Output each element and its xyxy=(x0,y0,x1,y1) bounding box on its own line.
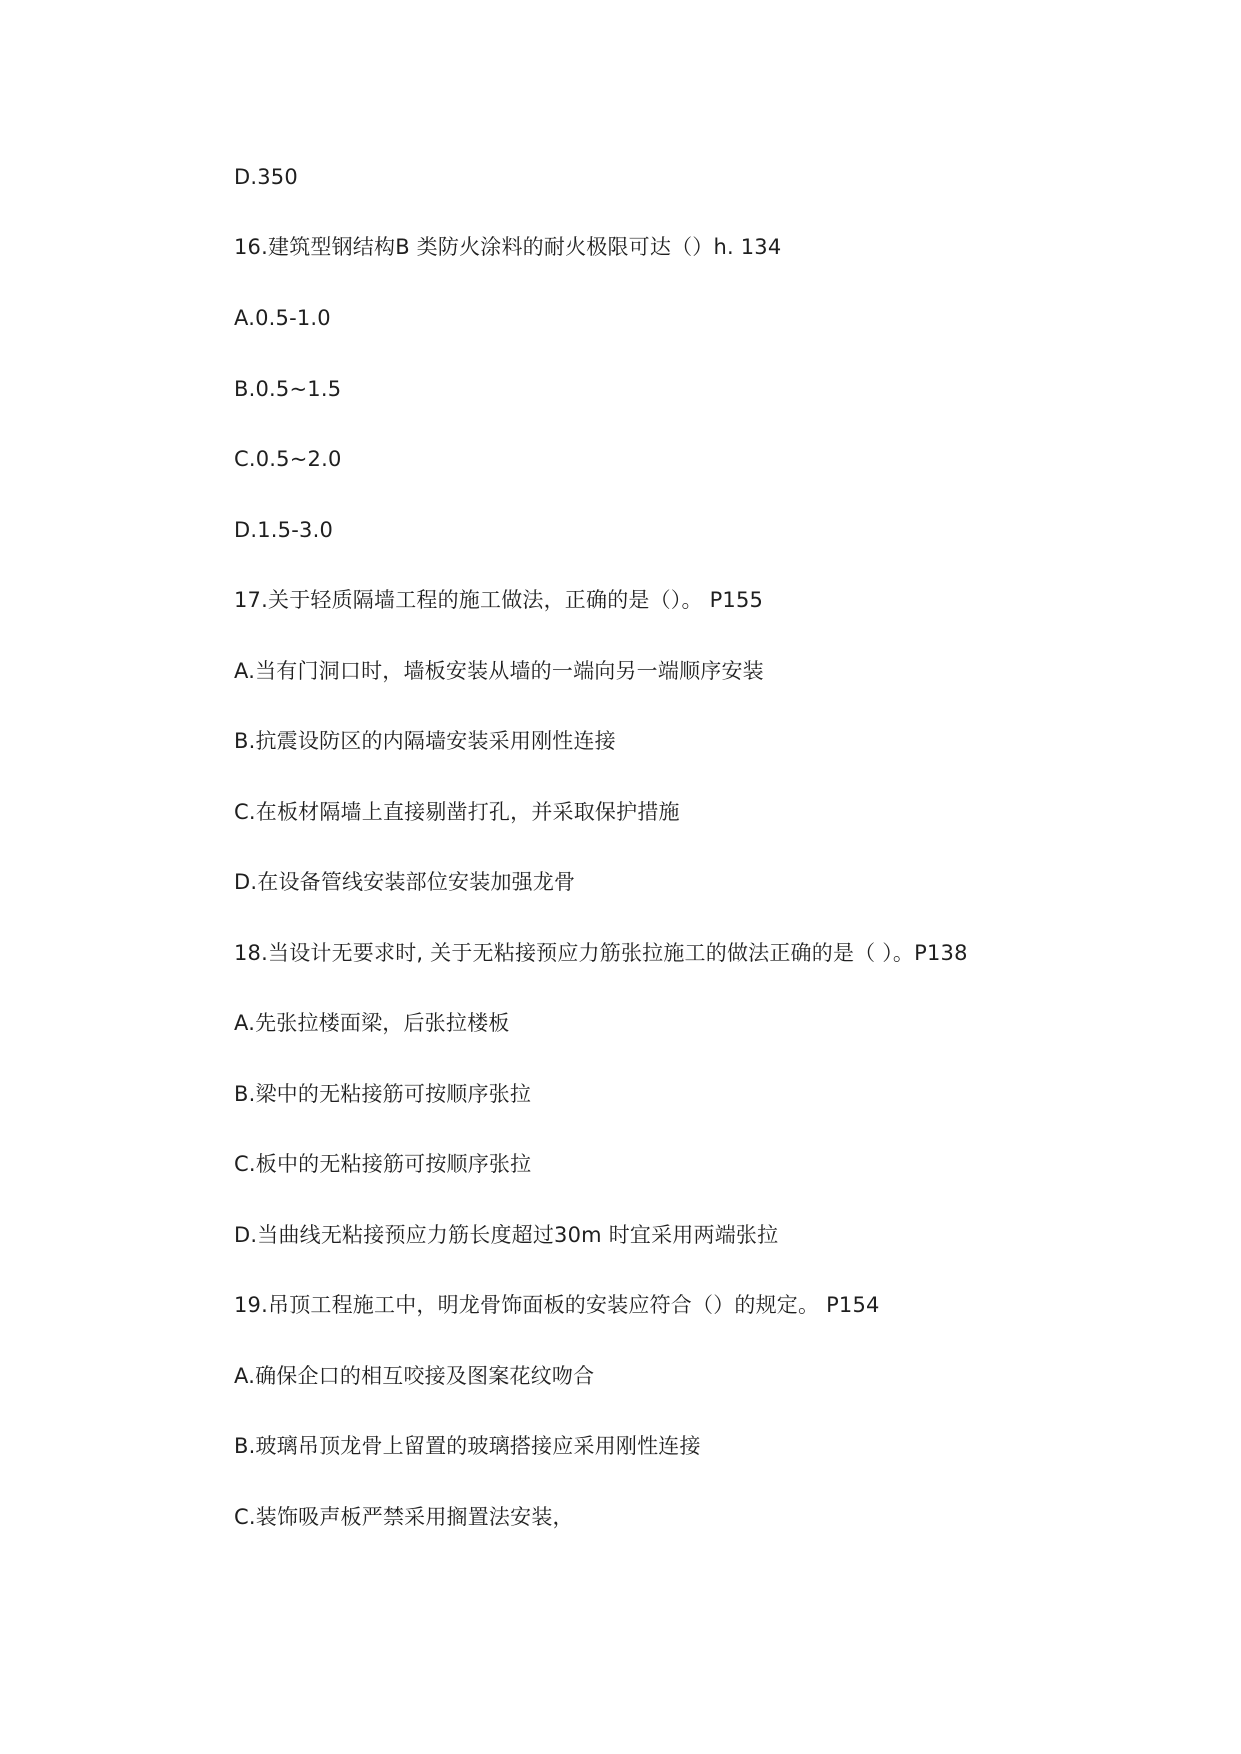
option-c-q18: C.板中的无粘接筋可按顺序张拉 xyxy=(234,1152,532,1176)
option-a-q18: A.先张拉楼面梁，后张拉楼板 xyxy=(234,1011,510,1035)
option-c-q17: C.在板材隔墙上直接剔凿打孔，并采取保护措施 xyxy=(234,800,680,824)
question-19: 19.吊顶工程施工中，明龙骨饰面板的安装应符合（）的规定。 P154 xyxy=(234,1293,880,1317)
question-16: 16.建筑型钢结构B 类防火涂料的耐火极限可达（）h. 134 xyxy=(234,235,782,259)
option-b-q19: B.玻璃吊顶龙骨上留置的玻璃搭接应采用刚性连接 xyxy=(234,1434,701,1458)
option-b-q16: B.0.5~1.5 xyxy=(234,377,342,401)
option-d-q17: D.在设备管线安装部位安装加强龙骨 xyxy=(234,870,576,894)
option-c-q16: C.0.5~2.0 xyxy=(234,447,342,471)
option-a-q16: A.0.5-1.0 xyxy=(234,306,331,330)
option-b-q18: B.梁中的无粘接筋可按顺序张拉 xyxy=(234,1082,532,1106)
option-a-q19: A.确保企口的相互咬接及图案花纹吻合 xyxy=(234,1364,595,1388)
option-c-q19: C.装饰吸声板严禁采用搁置法安装， xyxy=(234,1505,574,1529)
question-18: 18.当设计无要求时, 关于无粘接预应力筋张拉施工的做法正确的是（ ）。P138 xyxy=(234,941,968,965)
option-d-q15: D.350 xyxy=(234,165,298,189)
option-d-q18: D.当曲线无粘接预应力筋长度超过30m 时宜采用两端张拉 xyxy=(234,1223,779,1247)
option-a-q17: A.当有门洞口时，墙板安装从墙的一端向另一端顺序安装 xyxy=(234,659,764,683)
question-17: 17.关于轻质隔墙工程的施工做法，正确的是（）。 P155 xyxy=(234,588,764,612)
option-d-q16: D.1.5-3.0 xyxy=(234,518,334,542)
option-b-q17: B.抗震设防区的内隔墙安装采用刚性连接 xyxy=(234,729,616,753)
